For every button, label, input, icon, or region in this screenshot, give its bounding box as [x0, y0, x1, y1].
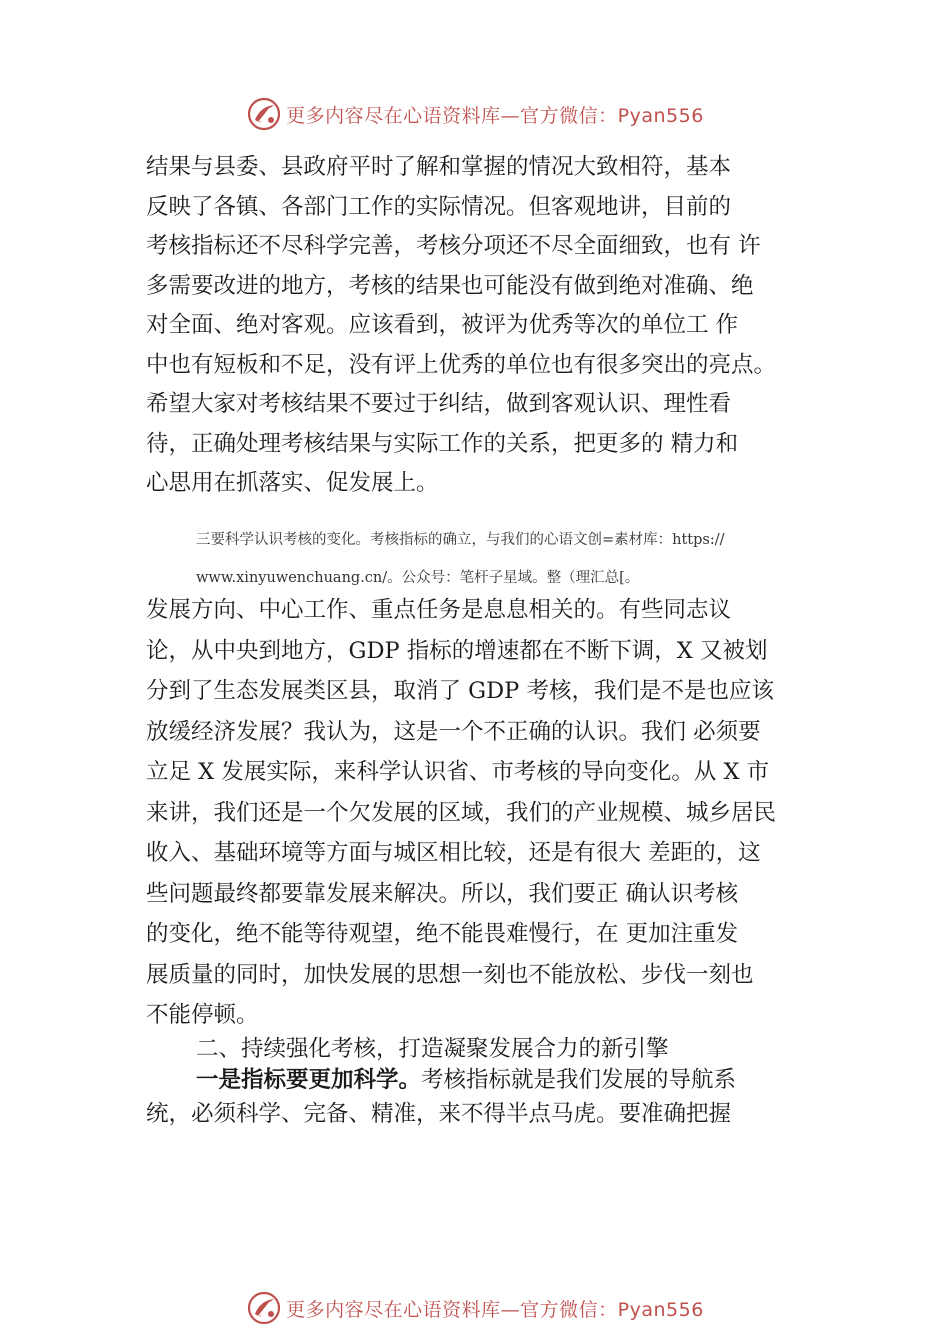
text-line: 放缓经济发展？我认为，这是一个不正确的认识。我们 必须要 — [146, 718, 761, 745]
banner-text: 更多内容尽在心语资料库—官方微信：Pyan556 — [286, 1298, 704, 1321]
text-line: 些问题最终都要靠发展来解决。所以，我们要正 确认识考核 — [146, 880, 739, 907]
text-line: 不能停顿。 — [146, 1002, 259, 1028]
text-line: 分到了生态发展类区县，取消了 GDP 考核，我们是不是也应该 — [146, 678, 774, 704]
wechat-id: Pyan556 — [617, 104, 704, 127]
text-line: 对全面、绝对客观。应该看到，被评为优秀等次的单位工 作 — [146, 312, 739, 338]
text-line: 结果与县委、县政府平时了解和掌握的情况大致相符，基本 — [146, 154, 732, 180]
note-line: 三要科学认识考核的变化。考核指标的确立，与我们的心语文创=素材库：https:// — [196, 532, 725, 548]
header-banner — [0, 94, 950, 134]
text-line: 收入、基础环境等方面与城区相比较，还是有很大 差距的，这 — [146, 840, 761, 866]
logo-icon — [246, 1290, 282, 1326]
paragraph-1 — [146, 148, 846, 504]
banner-text: 更多内容尽在心语资料库—官方微信：Pyan556 — [286, 104, 704, 127]
text-line: 心思用在抓落实、促发展上。 — [146, 470, 439, 496]
text-line: 来讲，我们还是一个欠发展的区域，我们的产业规模、城乡居民 — [146, 799, 777, 826]
note-line: www.xinyuwenchuang.cn/。公众号：笔杆子星域。整（理汇总[。 — [196, 570, 640, 586]
footer-banner — [0, 1288, 950, 1328]
text-line: 中也有短板和不足，没有评上优秀的单位也有很多突出的亮点。 — [146, 351, 777, 378]
text-line: 统，必须科学、完备、精准，来不得半点马虎。要准确把握 — [146, 1101, 732, 1127]
lead-rest: 考核指标就是我们发展的导航系 — [421, 1067, 737, 1093]
paragraph-2 — [146, 590, 846, 1036]
wechat-id: Pyan556 — [617, 1298, 704, 1321]
text-line: 的变化，绝不能等待观望，绝不能畏难慢行，在 更加注重发 — [146, 921, 739, 947]
bold-lead: 一是指标要更加科学。 — [196, 1067, 422, 1093]
text-line: 反映了各镇、各部门工作的实际情况。但客观地讲，目前的 — [146, 193, 732, 220]
text-line: 立足 X 发展实际，来科学认识省、市考核的导向变化。从 X 市 — [146, 759, 770, 785]
text-line: 希望大家对考核结果不要过于纠结，做到客观认识、理性看 — [146, 391, 732, 417]
source-note — [196, 521, 725, 597]
logo-icon — [246, 96, 282, 132]
text-line: 发展方向、中心工作、重点任务是息息相关的。有些同志议 — [146, 597, 732, 623]
text-line — [146, 1063, 846, 1097]
text-line: 多需要改进的地方，考核的结果也可能没有做到绝对准确、绝 — [146, 272, 754, 299]
section-heading: 二、持续强化考核，打造凝聚发展合力的新引擎 — [196, 1036, 669, 1062]
text-line: 考核指标还不尽科学完善，考核分项还不尽全面细致，也有 许 — [146, 233, 761, 259]
text-line: 论，从中央到地方，GDP 指标的增速都在不断下调，X 又被划 — [146, 637, 768, 664]
text-line: 展质量的同时，加快发展的思想一刻也不能放松、步伐一刻也 — [146, 961, 754, 988]
paragraph-3 — [146, 1063, 846, 1131]
text-line: 待，正确处理考核结果与实际工作的关系，把更多的 精力和 — [146, 430, 739, 457]
